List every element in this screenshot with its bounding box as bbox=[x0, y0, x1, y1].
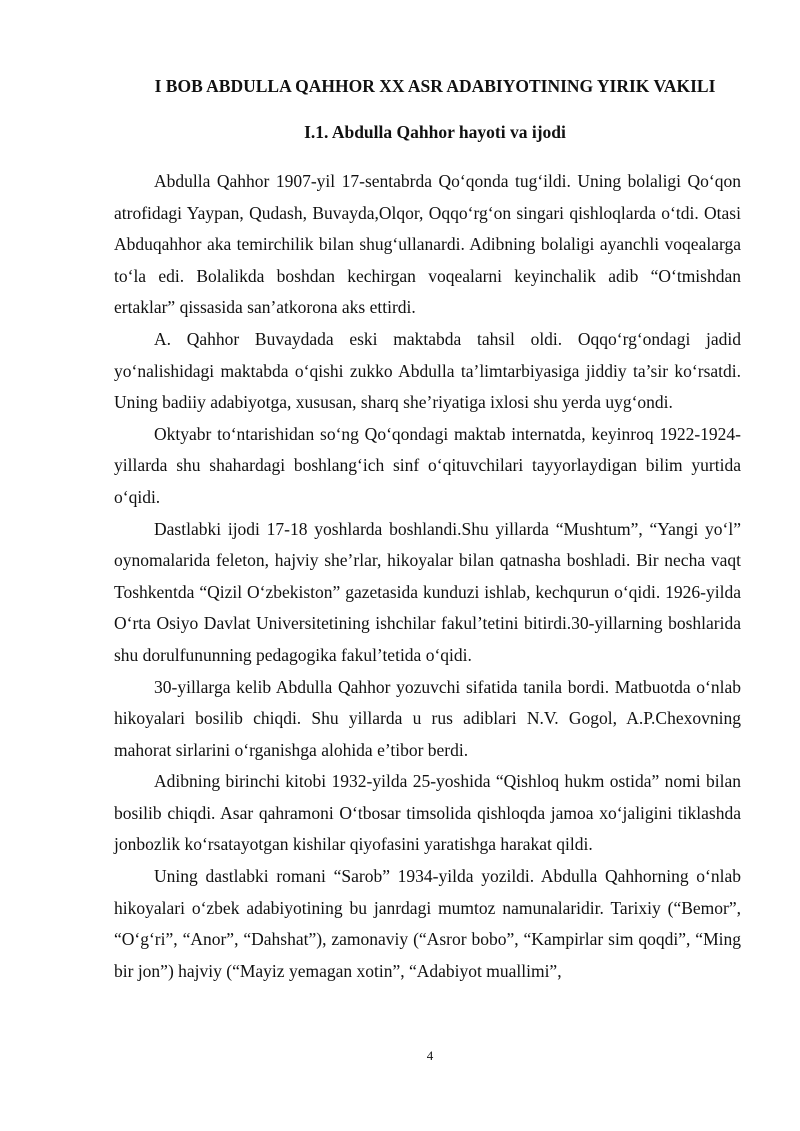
paragraph: Dastlabki ijodi 17-18 yoshlarda boshlandi.Shu yillarda “Mushtum”, “Yangi yo‘l” oynomalarida feleton, hajviy she’rlar, hikoyalar bilan qatnasha boshladi. Bir necha vaqt Toshkentda “Qizil O‘zbekiston” gazetasida kunduzi ishlab, kechqurun o‘qidi. 1926-yilda O‘rta Osiyo Davlat Universitetining ishchilar fakul’tetini bitirdi.30-yillarning boshlarida shu dorulfununning pedagogika fakul’tetida o‘qidi. bbox=[114, 518, 741, 665]
paragraph: A. Qahhor Buvaydada eski maktabda tahsil oldi. Oqqo‘rg‘ondagi jadid yo‘nalishidagi maktabda o‘qishi zukko Abdulla ta’limtarbiyasiga jiddiy ta’sir ko‘rsatdi. Uning badiiy adabiyotga, xususan, sharq she’riyatiga ixlosi shu yerda uyg‘ondi. bbox=[114, 328, 741, 413]
page-number: 4 bbox=[426, 1048, 434, 1063]
chapter-title: I BOB ABDULLA QAHHOR XX ASR ADABIYOTINING YIRIK VAKILI bbox=[154, 76, 716, 96]
paragraph: Adibning birinchi kitobi 1932-yilda 25-yoshida “Qishloq hukm ostida” nomi bilan bosilib chiqdi. Asar qahramoni O‘tbosar timsolida qishloqda jamoa xo‘jaligini tiklashda jonbozlik ko‘rsatayotgan kishilar qiyofasini yaratishga harakat qildi. bbox=[114, 771, 741, 855]
paragraph: Uning dastlabki romani “Sarob” 1934-yilda yozildi. Abdulla Qahhorning o‘nlab hikoyalari o‘zbek adabiyotining bu janrdagi mumtoz namunalaridir. Tarixiy (“Bemor”, “O‘g‘ri”, “Anor”, “Dahshat”), zamonaviy (“Asror bobo”, “Kampirlar sim qoqdi”, “Ming bir jon”) hajviy (“Mayiz yemagan xotin”, “Adabiyot muallimi”, bbox=[114, 866, 741, 981]
paragraph: Oktyabr to‘ntarishidan so‘ng Qo‘qondagi maktab internatda, keyinroq 1922-1924-yillarda shu shahardagi boshlang‘ich sinf o‘qituvchilari tayyorlaydigan bilim yurtida o‘qidi. bbox=[114, 423, 741, 507]
paragraph: 30-yillarga kelib Abdulla Qahhor yozuvchi sifatida tanila bordi. Matbuotda o‘nlab hikoyalari bosilib chiqdi. Shu yillarda u rus adiblari N.V. Gogol, A.P.Chexovning mahorat sirlarini o‘rganishga alohida e’tibor berdi. bbox=[114, 676, 741, 760]
body-text bbox=[114, 166, 741, 987]
section-title: I.1. Abdulla Qahhor hayoti va ijodi bbox=[304, 122, 566, 142]
paragraph: Abdulla Qahhor 1907-yil 17-sentabrda Qo‘qonda tug‘ildi. Uning bolaligi Qo‘qon atrofidagi Yaypan, Qudash, Buvayda,Olqor, Oqqo‘rg‘on singari qishloqlarda o‘tdi. Otasi Abduqahhor aka temirchilik bilan shug‘ullanardi. Adibning bolaligi ayanchli voqealarga to‘la edi. Bolalikda boshdan kechirgan voqealarni keyinchalik adib “O‘tmishdan ertaklar” qissasida san’atkorona aks ettirdi. bbox=[114, 171, 741, 318]
